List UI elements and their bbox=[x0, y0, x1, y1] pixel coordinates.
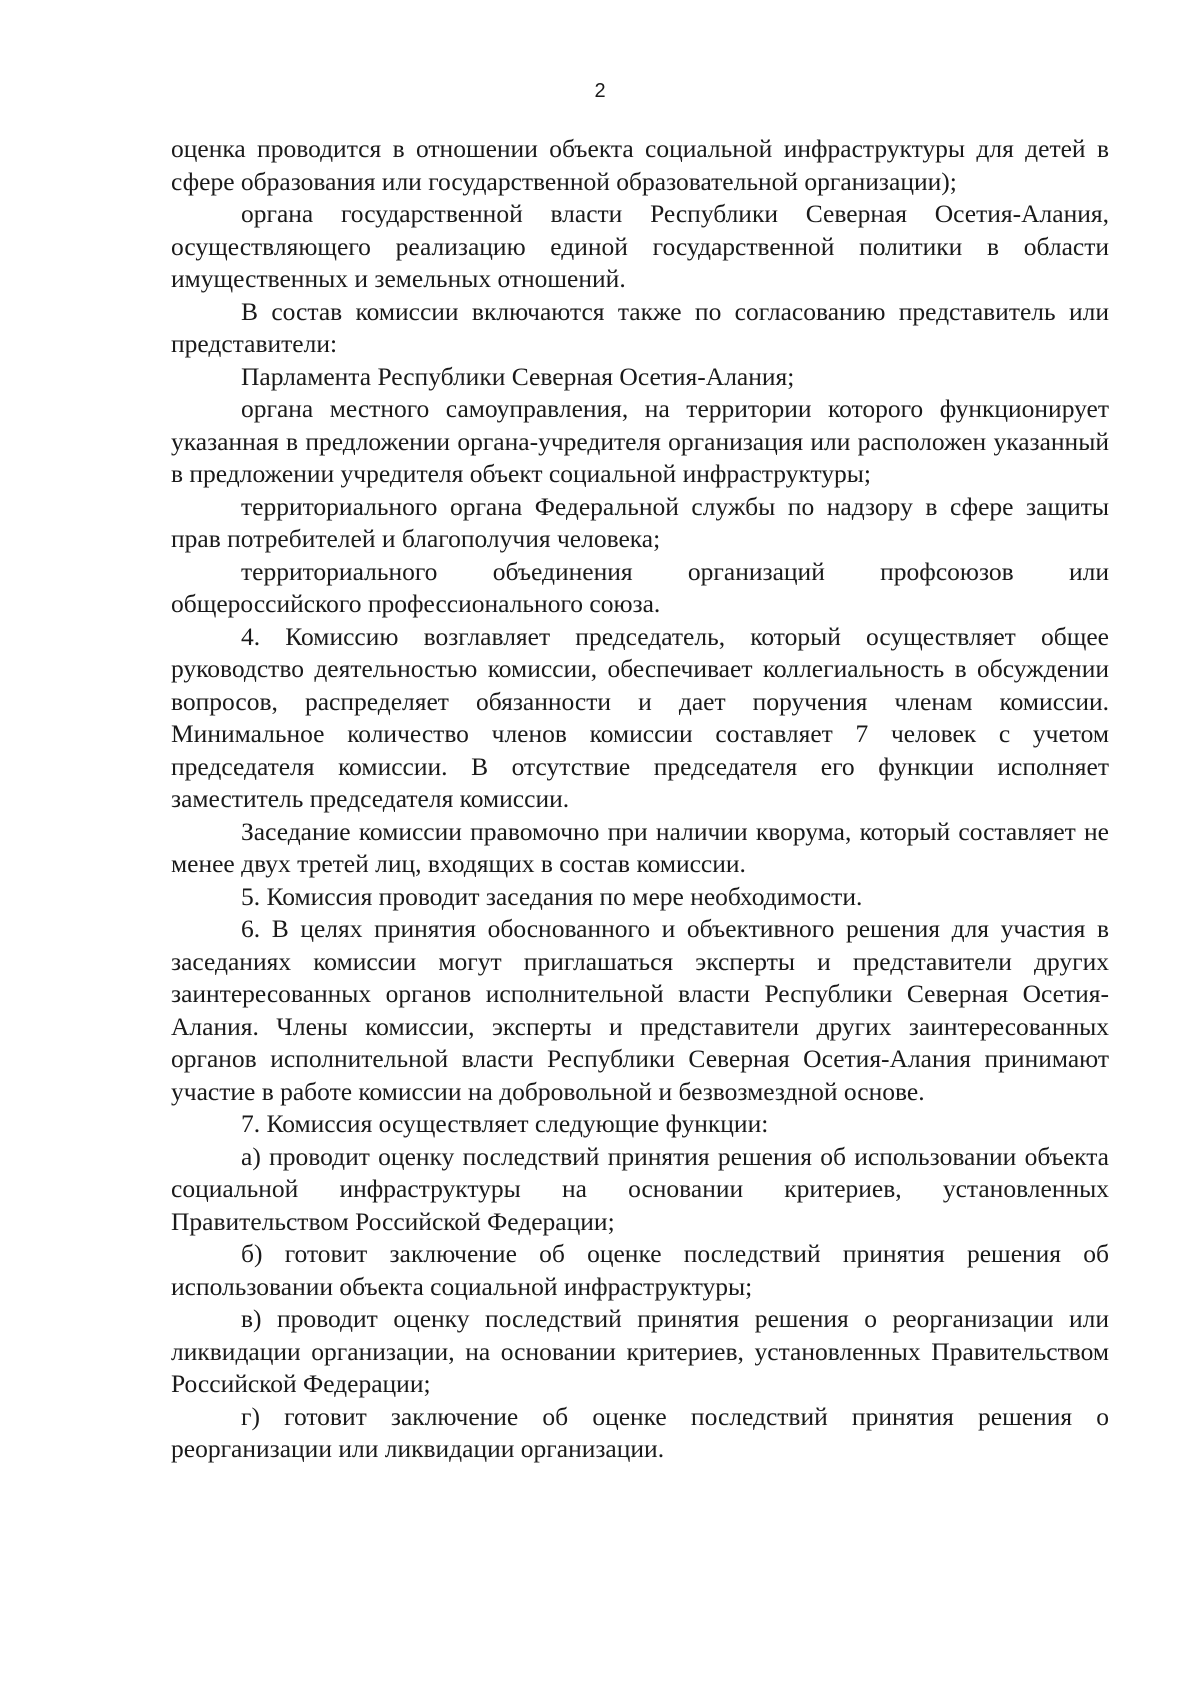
paragraph: территориального объединения организаций профсоюзов или общероссийского профессионального союза. bbox=[171, 556, 1109, 618]
paragraph: органа государственной власти Республики Северная Осетия-Алания, осуществляющего реализацию единой государственной политики в области имущественных и земельных отношений. bbox=[171, 199, 1109, 293]
paragraph-continuation: оценка проводится в отношении объекта социальной инфраструктуры для детей в сфере образования или государственной образовательной организации); bbox=[171, 134, 1109, 196]
paragraph-subitem-g: г) готовит заключение об оценке последствий принятия решения о реорганизации или ликвидации организации. bbox=[171, 1401, 1109, 1463]
paragraph-item-4: 4. Комиссию возглавляет председатель, который осуществляет общее руководство деятельностью комиссии, обеспечивает коллегиальность в обсуждении вопросов, распределяет обязанности и дает поручения членам комиссии. Минимальное количество членов комиссии составляет 7 человек с учетом председателя комиссии. В отсутствие председателя его функции исполняет заместитель председателя комиссии. bbox=[171, 621, 1109, 813]
paragraph: территориального органа Федеральной службы по надзору в сфере защиты прав потребителей и благополучия человека; bbox=[171, 491, 1109, 553]
page-number: 2 bbox=[594, 80, 606, 102]
paragraph: Заседание комиссии правомочно при наличии кворума, который составляет не менее двух третей лиц, входящих в состав комиссии. bbox=[171, 816, 1109, 878]
paragraph: органа местного самоуправления, на территории которого функционирует указанная в предложении органа-учредителя организация или расположен указанный в предложении учредителя объект социальной инфраструктуры; bbox=[171, 394, 1109, 488]
paragraph-subitem-a: а) проводит оценку последствий принятия решения об использовании объекта социальной инфраструктуры на основании критериев, установленных Правительством Российской Федерации; bbox=[171, 1141, 1109, 1236]
paragraph: Парламента Республики Северная Осетия-Алания; bbox=[241, 361, 795, 391]
paragraph-item-5: 5. Комиссия проводит заседания по мере необходимости. bbox=[241, 881, 863, 911]
paragraph: В состав комиссии включаются также по согласованию представитель или представители: bbox=[171, 296, 1109, 358]
document-body bbox=[171, 133, 1109, 1466]
paragraph-item-6: 6. В целях принятия обоснованного и объективного решения для участия в заседаниях комиссии могут приглашаться эксперты и представители других заинтересованных органов исполнительной власти Республики Северная Осетия-Алания. Члены комиссии, эксперты и представители других заинтересованных органов исполнительной власти Республики Северная Осетия-Алания принимают участие в работе комиссии на добровольной и безвозмездной основе. bbox=[171, 914, 1109, 1106]
paragraph-subitem-b: б) готовит заключение об оценке последствий принятия решения об использовании объекта социальной инфраструктуры; bbox=[171, 1239, 1109, 1301]
paragraph-item-7: 7. Комиссия осуществляет следующие функции: bbox=[241, 1109, 769, 1138]
paragraph-subitem-v: в) проводит оценку последствий принятия решения о реорганизации или ликвидации организации, на основании критериев, установленных Правительством Российской Федерации; bbox=[171, 1304, 1109, 1398]
